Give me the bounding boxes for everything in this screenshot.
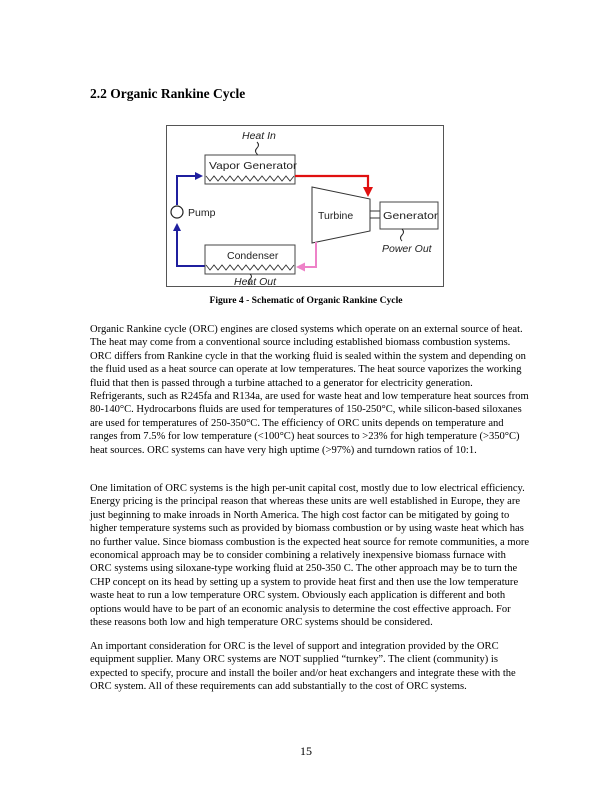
paragraph-orc-limitations: One limitation of ORC systems is the high per-unit capital cost, mostly due to low electrical efficiency. Energy pricing is the principal reason that whereas these units are well established in Europe, they are just beginning to make inroads in North America. The high cost factor can be mitigated by going to higher temperature systems such as provided by biomass combustion or by using waste heat which has no further value. Since biomass combustion is the expected heat source for remote communities, a more economical approach may be to consider combining a relatively inexpensive biomass furnace with ORC systems using siloxane-type working fluid at 250-350 C. The other approach may be to turn the CHP concept on its head by setting up a system to provide heat first and then use the low temperature waste heat to run a low temperature ORC system. Obviously each application is different and both options would have to be part of an economic analysis to determine the cost effective approach. For these reasons both low and high temperature ORC systems should be considered.: [90, 483, 530, 629]
pump-icon: [171, 206, 183, 218]
paragraph-orc-supplier-support: An important consideration for ORC is the level of support and integration provided by the ORC equipment supplier. Many ORC systems are NOT supplied “turnkey”. The client (community) is expected to specify, procure and install the boiler and/or heat exchangers and integrate these with the ORC system. All of these requirements can add substantially to the cost of ORC systems.: [90, 641, 516, 693]
vapor-generator-label: Vapor Generator: [209, 160, 298, 172]
power-out-label: Power Out: [382, 243, 432, 255]
section-heading: 2.2 Organic Rankine Cycle: [90, 86, 246, 101]
page-number: 15: [300, 744, 312, 758]
condenser-label: Condenser: [227, 250, 279, 262]
turbine-label: Turbine: [318, 210, 354, 222]
generator-label: Generator: [383, 210, 439, 222]
orc-schematic-figure: [166, 125, 444, 287]
figure-caption: Figure 4 - Schematic of Organic Rankine Cycle: [209, 295, 403, 306]
heat-in-label: Heat In: [242, 130, 276, 142]
heat-out-label: Heat Out: [234, 276, 277, 287]
pump-label: Pump: [188, 207, 216, 219]
paragraph-orc-overview: Organic Rankine cycle (ORC) engines are closed systems which operate on an external source of heat. The heat may come from a conventional source including established biomass combustion systems. ORC differs from Rankine cycle in that the working fluid is sealed within the system and depending on the fluid used as a heat source can operate at low temperatures. The heat source vaporizes the working fluid that then is passed through a turbine attached to a generator for electricity generation. Refrigerants, such as R245fa and R134a, are used for waste heat and low temperature heat sources from 80-140°C. Hydrocarbons fluids are used for temperatures of 150-250°C, while silicon-based siloxanes are used for temperatures of 250-350°C. The efficiency of ORC units depends on temperature and ranges from 7.5% for low temperature (<100°C) heat sources to >23% for high temperature (>350°C) heat sources. ORC systems can have very high uptime (>97%) and turndown ratios of 10:1.: [90, 324, 529, 456]
